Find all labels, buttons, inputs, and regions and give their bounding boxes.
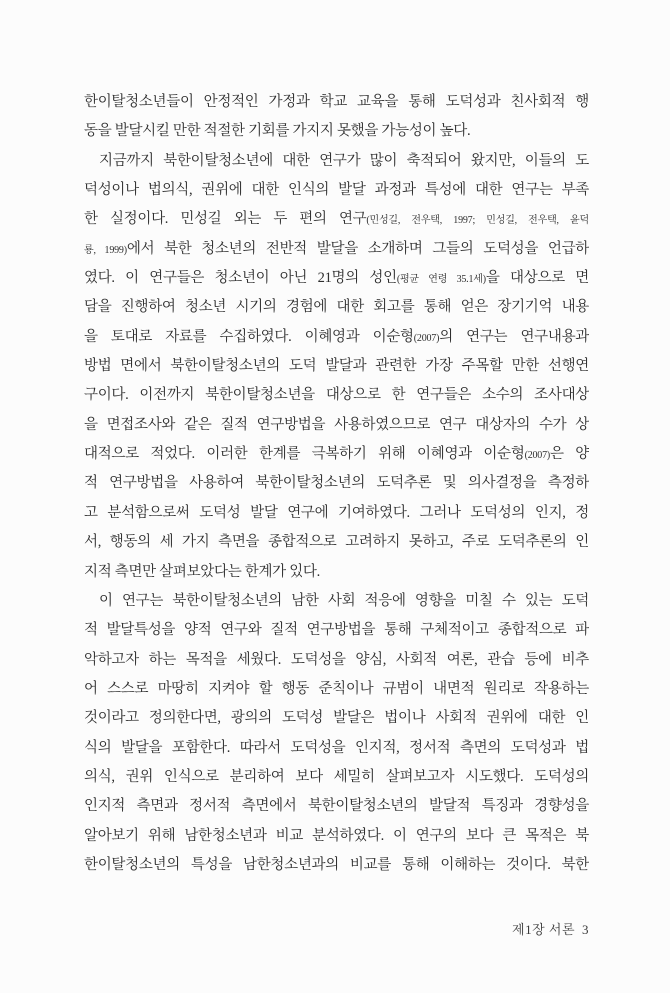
page-body [84,88,589,880]
body-text: 식의 발달을 포함한다. 따라서 도덕성을 인지적, 정서적 측면의 도덕성과 법 [84,739,589,756]
body-text: 을 대상으로 면 [485,270,589,287]
text-line [84,117,589,146]
body-text: 알아보기 위해 남한청소년과 비교 분석하였다. 이 연구의 보다 큰 목적은 북 [84,827,589,844]
body-text: 을 토대로 자료를 수집하였다. 이혜영과 이순형 [84,328,414,345]
body-text: 서, 행동의 세 가지 측면을 종합적으로 고려하지 못하고, 주로 도덕추론의 인 [84,534,589,551]
text-line [84,558,589,587]
body-text: 을 면접조사와 같은 질적 연구방법을 사용하였으므로 연구 대상자의 수가 상 [84,416,589,433]
text-line [84,646,589,675]
body-text: 에서 북한 청소년의 전반적 발달을 소개하며 그들의 도덕성을 언급하 [126,240,589,257]
body-text: 담을 진행하여 청소년 시기의 경험에 대한 회고를 통해 얻은 장기기억 내용 [84,299,589,316]
text-line [84,411,589,440]
body-text: 대적으로 적었다. 이러한 한계를 극복하기 위해 이혜영과 이순형 [84,446,525,463]
text-line [84,381,589,410]
text-line [84,763,589,792]
body-text: 한이탈청소년들이 안정적인 가정과 학교 교육을 통해 도덕성과 친사회적 행 [84,94,589,110]
body-text: 인지적 측면과 정서적 측면에서 북한이탈청소년의 발달적 특징과 경향성을 [84,798,589,815]
text-line [84,469,589,498]
text-line [84,293,589,322]
footer-chapter-label: 제1장 서론 [512,922,575,937]
body-text: 방법 면에서 북한이탈청소년의 도덕 발달과 관련한 가장 주목할 만한 선행연 [84,358,589,375]
body-text: 적 발달특성을 양적 연구와 질적 연구방법을 통해 구체적이고 종합적으로 파 [84,622,589,639]
text-line [84,528,589,557]
citation-text: (평균 연령 35.1세) [396,274,486,286]
body-text: 한 실정이다. 민성길 외는 두 편의 연구 [84,211,367,228]
text-line [84,352,589,381]
text-line [84,792,589,821]
citation-text: (민성길, 전우택, 1997; 민성길, 전우택, 윤덕 [366,215,589,227]
text-line [84,704,589,733]
body-text: 덕성이나 법의식, 권위에 대한 인식의 발달 과정과 특성에 대한 연구는 부족 [84,182,589,199]
citation-text: (2007) [413,332,440,344]
body-text: 것이라고 정의한다면, 광의의 도덕성 발달은 법이나 사회적 권위에 대한 인 [84,710,589,727]
body-text: 이 연구는 북한이탈청소년의 남한 사회 적응에 영향을 미칠 수 있는 도덕 [99,592,589,609]
text-line [84,822,589,851]
body-text: 한이탈청소년의 특성을 남한청소년과의 비교를 통해 이해하는 것이다. 북한 [84,856,589,873]
text-line [84,675,589,704]
body-text: 의 연구는 연구내용과 [439,328,589,345]
body-text: 은 양 [550,446,589,463]
body-text: 였다. 이 연구들은 청소년이 아닌 21명의 성인 [84,270,397,287]
text-line [84,235,589,264]
text-line [84,264,589,293]
text-line [84,323,589,352]
body-text: 동을 발달시킬 만한 적절한 기회를 가지지 못했을 가능성이 높다. [84,123,471,140]
citation-text: 룡, 1999) [84,244,127,256]
text-line [84,440,589,469]
text-line [84,205,589,234]
text-line [84,499,589,528]
body-text: 악하고자 하는 목적을 세웠다. 도덕성을 양심, 사회적 여론, 관습 등에 비추 [84,651,589,668]
text-line [84,147,589,176]
citation-text: (2007) [524,450,551,462]
page-footer [84,919,589,938]
body-text: 어 스스로 마땅히 지켜야 할 행동 준칙이나 규범이 내면적 원리로 작용하는 [84,680,589,697]
body-text: 지적 측면만 살펴보았다는 한계가 있다. [84,563,320,580]
text-line [84,88,589,117]
footer-page-number: 3 [582,922,589,937]
body-text: 구이다. 이전까지 북한이탈청소년을 대상으로 한 연구들은 소수의 조사대상 [84,387,589,404]
body-text: 적 연구방법을 사용하여 북한이탈청소년의 도덕추론 및 의사결정을 측정하 [84,475,589,492]
text-line [84,616,589,645]
body-text: 지금까지 북한이탈청소년에 대한 연구가 많이 축적되어 왔지만, 이들의 도 [99,152,589,169]
text-line [84,734,589,763]
body-text: 의식, 권위 인식으로 분리하여 보다 세밀히 살펴보고자 시도했다. 도덕성의 [84,768,589,785]
body-text: 고 분석함으로써 도덕성 발달 연구에 기여하였다. 그러나 도덕성의 인지, 정 [84,504,589,521]
text-line [84,587,589,616]
text-line [84,851,589,880]
text-line [84,176,589,205]
